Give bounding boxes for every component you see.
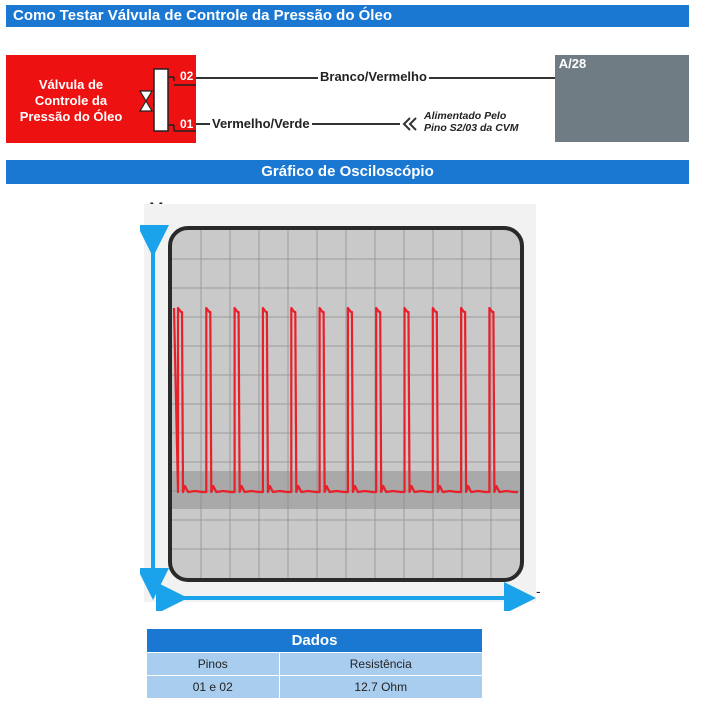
oscilloscope-section-title: Gráfico de Osciloscópio (6, 160, 689, 184)
supply-note (424, 110, 519, 134)
header-pinos: Pinos (147, 653, 280, 676)
valve-label-line: Pressão do Óleo (19, 109, 123, 124)
data-table-title: Dados (147, 629, 483, 653)
valve-label-line: Controle da (34, 93, 108, 108)
pin-01-label: 01 (180, 117, 194, 131)
supply-note-line: Pino S2/03 da CVM (424, 122, 519, 134)
x-axis-label: - (536, 583, 541, 599)
oscilloscope-graph (140, 196, 550, 611)
ecu-pin-label: A/28 (555, 55, 590, 72)
data-table (146, 628, 483, 699)
wire-label-vermelho-verde: Vermelho/Verde (212, 116, 310, 131)
wire-label-branco-vermelho: Branco/Vermelho (320, 69, 427, 84)
header-resistencia: Resistência (279, 653, 483, 676)
wiring-diagram (0, 48, 721, 148)
pin-02-label: 02 (180, 69, 194, 83)
ecu-box (555, 55, 689, 142)
cell-resistencia: 12.7 Ohm (279, 676, 483, 699)
valve-label-line: Válvula de (38, 77, 104, 92)
page-title: Como Testar Válvula de Controle da Pressão do Óleo (6, 5, 689, 27)
supply-note-line: Alimentado Pelo (424, 110, 507, 122)
cell-pinos: 01 e 02 (147, 676, 280, 699)
